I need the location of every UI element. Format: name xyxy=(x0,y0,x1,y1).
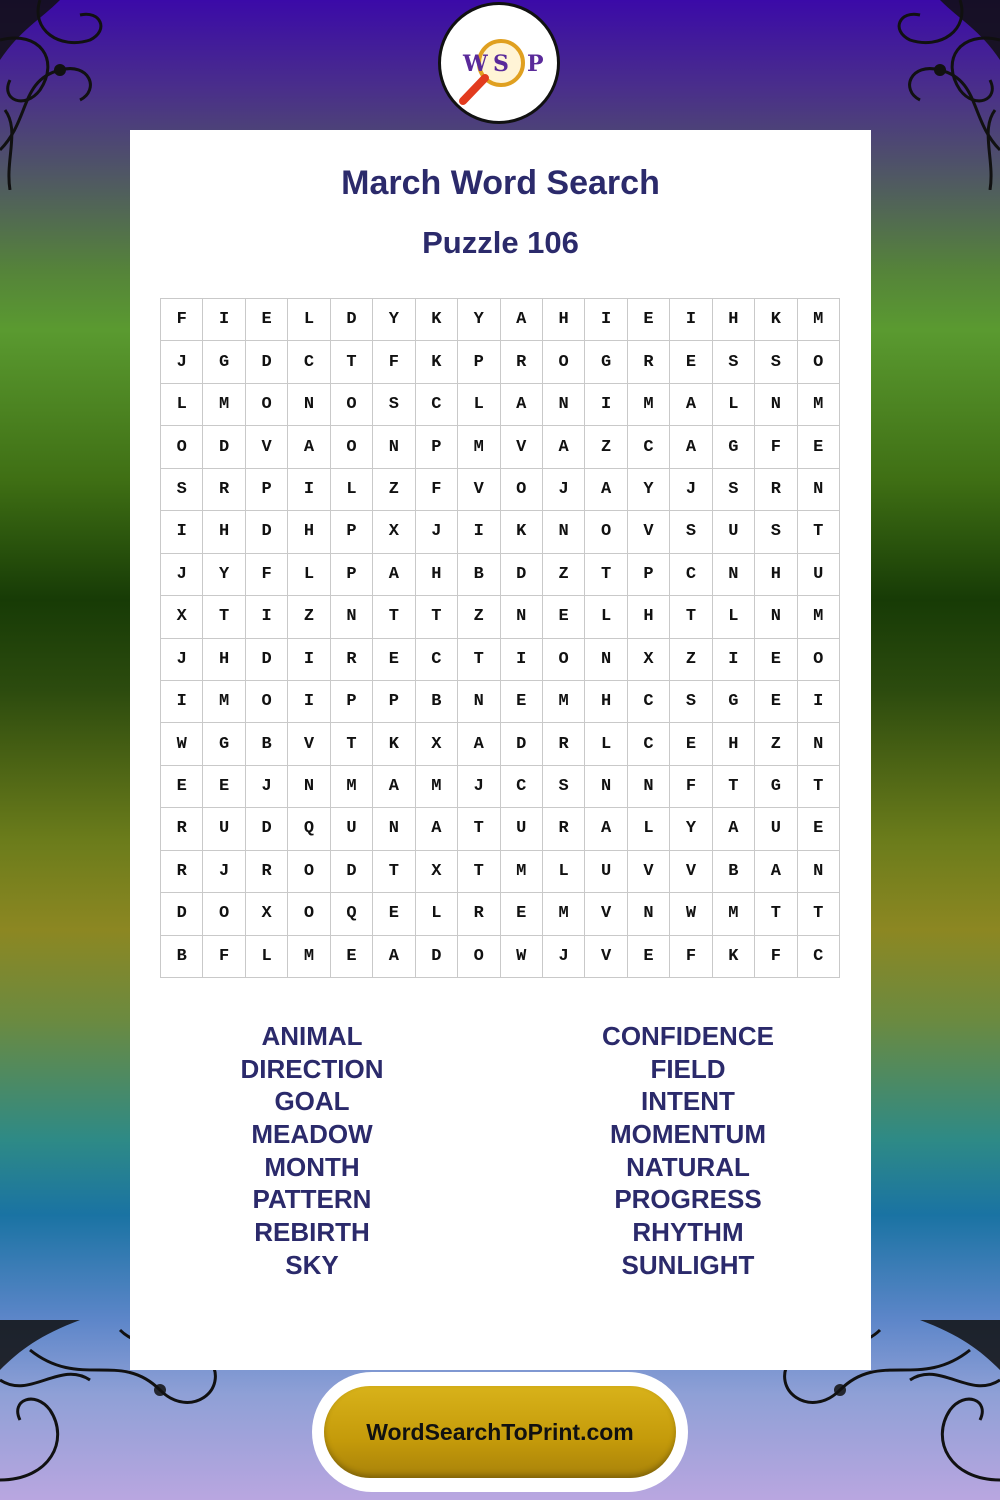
grid-cell[interactable]: L xyxy=(543,851,585,893)
grid-cell[interactable]: J xyxy=(161,341,203,383)
grid-cell[interactable]: L xyxy=(585,596,627,638)
grid-cell[interactable]: U xyxy=(203,808,245,850)
grid-cell[interactable]: A xyxy=(585,808,627,850)
grid-cell[interactable]: U xyxy=(798,554,840,596)
grid-cell[interactable]: K xyxy=(501,511,543,553)
grid-cell[interactable]: R xyxy=(246,851,288,893)
grid-cell[interactable]: E xyxy=(331,936,373,978)
grid-cell[interactable]: W xyxy=(161,723,203,765)
grid-cell[interactable]: T xyxy=(331,723,373,765)
grid-cell[interactable]: P xyxy=(416,426,458,468)
grid-cell[interactable]: C xyxy=(416,384,458,426)
grid-cell[interactable]: X xyxy=(628,639,670,681)
grid-cell[interactable]: M xyxy=(416,766,458,808)
grid-cell[interactable]: R xyxy=(501,341,543,383)
grid-cell[interactable]: R xyxy=(543,808,585,850)
grid-cell[interactable]: M xyxy=(458,426,500,468)
grid-cell[interactable]: I xyxy=(161,681,203,723)
grid-cell[interactable]: K xyxy=(713,936,755,978)
grid-cell[interactable]: U xyxy=(713,511,755,553)
grid-cell[interactable]: N xyxy=(755,384,797,426)
grid-cell[interactable]: Z xyxy=(670,639,712,681)
word-list-item: NATURAL xyxy=(626,1151,750,1182)
word-list-left xyxy=(162,1020,462,1282)
grid-cell[interactable]: S xyxy=(161,469,203,511)
grid-cell[interactable]: R xyxy=(161,808,203,850)
grid-cell[interactable]: F xyxy=(373,341,415,383)
grid-cell[interactable]: E xyxy=(203,766,245,808)
grid-cell[interactable]: C xyxy=(670,554,712,596)
word-list-right xyxy=(538,1020,838,1282)
grid-cell[interactable]: I xyxy=(288,639,330,681)
grid-cell[interactable]: X xyxy=(373,511,415,553)
grid-cell[interactable]: E xyxy=(755,681,797,723)
grid-cell[interactable]: N xyxy=(755,596,797,638)
grid-cell[interactable]: C xyxy=(288,341,330,383)
grid-cell[interactable]: I xyxy=(203,299,245,341)
grid-cell[interactable]: Y xyxy=(373,299,415,341)
grid-cell[interactable]: W xyxy=(670,893,712,935)
grid-cell[interactable]: T xyxy=(416,596,458,638)
grid-cell[interactable]: C xyxy=(416,639,458,681)
grid-cell[interactable]: H xyxy=(755,554,797,596)
grid-cell[interactable]: L xyxy=(713,596,755,638)
grid-cell[interactable]: X xyxy=(416,723,458,765)
grid-cell[interactable]: T xyxy=(798,893,840,935)
grid-cell[interactable]: J xyxy=(203,851,245,893)
grid-cell[interactable]: P xyxy=(458,341,500,383)
grid-cell[interactable]: D xyxy=(246,341,288,383)
grid-cell[interactable]: D xyxy=(501,723,543,765)
grid-cell[interactable]: K xyxy=(416,299,458,341)
word-list-item: REBIRTH xyxy=(254,1217,370,1248)
grid-cell[interactable]: E xyxy=(501,893,543,935)
grid-cell[interactable]: O xyxy=(798,639,840,681)
grid-cell[interactable]: S xyxy=(670,511,712,553)
grid-cell[interactable]: I xyxy=(501,639,543,681)
grid-cell[interactable]: Q xyxy=(288,808,330,850)
grid-cell[interactable]: G xyxy=(203,723,245,765)
grid-cell[interactable]: N xyxy=(798,469,840,511)
grid-cell[interactable]: S xyxy=(543,766,585,808)
grid-cell[interactable]: L xyxy=(288,299,330,341)
grid-cell[interactable]: G xyxy=(203,341,245,383)
grid-cell[interactable]: F xyxy=(670,766,712,808)
grid-cell[interactable]: T xyxy=(755,893,797,935)
grid-cell[interactable]: E xyxy=(628,299,670,341)
page-title: March Word Search xyxy=(341,164,660,202)
grid-cell[interactable]: S xyxy=(755,511,797,553)
grid-cell[interactable]: O xyxy=(501,469,543,511)
grid-cell[interactable]: N xyxy=(798,723,840,765)
grid-cell[interactable]: T xyxy=(670,596,712,638)
grid-cell[interactable]: E xyxy=(373,893,415,935)
word-list-item: GOAL xyxy=(274,1086,350,1117)
grid-cell[interactable]: A xyxy=(416,808,458,850)
grid-cell[interactable]: M xyxy=(798,384,840,426)
grid-cell[interactable]: V xyxy=(670,851,712,893)
grid-cell[interactable]: A xyxy=(543,426,585,468)
grid-cell[interactable]: F xyxy=(246,554,288,596)
grid-cell[interactable]: A xyxy=(373,766,415,808)
grid-cell[interactable]: M xyxy=(203,681,245,723)
grid-cell[interactable]: I xyxy=(288,681,330,723)
grid-cell[interactable]: R xyxy=(543,723,585,765)
grid-cell[interactable]: C xyxy=(628,723,670,765)
grid-cell[interactable]: M xyxy=(713,893,755,935)
grid-cell[interactable]: V xyxy=(585,936,627,978)
grid-cell[interactable]: E xyxy=(373,639,415,681)
grid-cell[interactable]: F xyxy=(203,936,245,978)
grid-cell[interactable]: T xyxy=(458,639,500,681)
grid-cell[interactable]: O xyxy=(288,893,330,935)
grid-cell[interactable]: P xyxy=(246,469,288,511)
grid-cell[interactable]: Y xyxy=(670,808,712,850)
grid-cell[interactable]: J xyxy=(543,469,585,511)
grid-cell[interactable]: T xyxy=(798,511,840,553)
grid-cell[interactable]: A xyxy=(373,554,415,596)
grid-cell[interactable]: V xyxy=(628,511,670,553)
grid-cell[interactable]: L xyxy=(246,936,288,978)
grid-cell[interactable]: A xyxy=(501,299,543,341)
grid-cell[interactable]: J xyxy=(161,554,203,596)
grid-cell[interactable]: Z xyxy=(458,596,500,638)
grid-cell[interactable]: F xyxy=(755,426,797,468)
grid-cell[interactable]: W xyxy=(501,936,543,978)
grid-cell[interactable]: E xyxy=(628,936,670,978)
grid-cell[interactable]: C xyxy=(501,766,543,808)
grid-cell[interactable]: D xyxy=(246,808,288,850)
grid-cell[interactable]: E xyxy=(798,808,840,850)
grid-cell[interactable]: X xyxy=(161,596,203,638)
grid-cell[interactable]: J xyxy=(416,511,458,553)
grid-cell[interactable]: D xyxy=(331,851,373,893)
grid-cell[interactable]: L xyxy=(585,723,627,765)
grid-cell[interactable]: R xyxy=(203,469,245,511)
grid-cell[interactable]: G xyxy=(713,681,755,723)
footer-badge xyxy=(312,1372,688,1492)
grid-cell[interactable]: N xyxy=(585,766,627,808)
grid-cell[interactable]: O xyxy=(161,426,203,468)
grid-cell[interactable]: N xyxy=(501,596,543,638)
grid-cell[interactable]: G xyxy=(755,766,797,808)
grid-cell[interactable]: T xyxy=(373,851,415,893)
grid-cell[interactable]: O xyxy=(543,341,585,383)
grid-cell[interactable]: M xyxy=(798,596,840,638)
grid-cell[interactable]: Z xyxy=(585,426,627,468)
grid-cell[interactable]: E xyxy=(501,681,543,723)
grid-cell[interactable]: S xyxy=(670,681,712,723)
word-list-item: SUNLIGHT xyxy=(621,1249,755,1280)
grid-cell[interactable]: S xyxy=(373,384,415,426)
grid-cell[interactable]: O xyxy=(246,681,288,723)
grid-cell[interactable]: J xyxy=(161,639,203,681)
grid-cell[interactable]: L xyxy=(713,384,755,426)
grid-cell[interactable]: J xyxy=(670,469,712,511)
grid-cell[interactable]: H xyxy=(713,723,755,765)
grid-cell[interactable]: O xyxy=(288,851,330,893)
grid-cell[interactable]: C xyxy=(798,936,840,978)
word-list-item: PATTERN xyxy=(252,1184,372,1215)
grid-cell[interactable]: E xyxy=(755,639,797,681)
grid-cell[interactable]: H xyxy=(713,299,755,341)
puzzle-number: Puzzle 106 xyxy=(422,225,579,260)
grid-cell[interactable]: L xyxy=(288,554,330,596)
grid-cell[interactable]: V xyxy=(501,426,543,468)
logo-letter-w: W xyxy=(463,51,488,77)
grid-cell[interactable]: X xyxy=(416,851,458,893)
grid-cell[interactable]: K xyxy=(755,299,797,341)
website-link[interactable]: WordSearchToPrint.com xyxy=(324,1386,676,1478)
grid-cell[interactable]: P xyxy=(331,681,373,723)
grid-cell[interactable]: Q xyxy=(331,893,373,935)
grid-cell[interactable]: M xyxy=(628,384,670,426)
grid-cell[interactable]: T xyxy=(585,554,627,596)
grid-cell[interactable]: R xyxy=(628,341,670,383)
grid-cell[interactable]: N xyxy=(288,384,330,426)
grid-cell[interactable]: O xyxy=(458,936,500,978)
grid-cell[interactable]: R xyxy=(331,639,373,681)
grid-cell[interactable]: H xyxy=(628,596,670,638)
grid-cell[interactable]: N xyxy=(585,639,627,681)
grid-cell[interactable]: L xyxy=(458,384,500,426)
grid-cell[interactable]: Y xyxy=(628,469,670,511)
grid-cell[interactable]: A xyxy=(501,384,543,426)
grid-cell[interactable]: J xyxy=(246,766,288,808)
grid-cell[interactable]: M xyxy=(543,681,585,723)
grid-cell[interactable]: U xyxy=(755,808,797,850)
grid-cell[interactable]: V xyxy=(628,851,670,893)
grid-cell[interactable]: I xyxy=(798,681,840,723)
word-list-item: FIELD xyxy=(650,1053,726,1084)
letter-grid xyxy=(160,298,840,978)
grid-cell[interactable]: H xyxy=(203,511,245,553)
grid-cell[interactable]: I xyxy=(585,384,627,426)
grid-cell[interactable]: S xyxy=(755,341,797,383)
grid-cell[interactable]: E xyxy=(798,426,840,468)
grid-cell[interactable]: B xyxy=(246,723,288,765)
grid-cell[interactable]: O xyxy=(246,384,288,426)
word-list-item: SKY xyxy=(285,1249,339,1280)
grid-cell[interactable]: A xyxy=(585,469,627,511)
grid-cell[interactable]: N xyxy=(628,893,670,935)
grid-cell[interactable]: V xyxy=(458,469,500,511)
grid-cell[interactable]: J xyxy=(458,766,500,808)
grid-cell[interactable]: F xyxy=(670,936,712,978)
grid-cell[interactable]: B xyxy=(416,681,458,723)
grid-cell[interactable]: O xyxy=(798,341,840,383)
word-list-item: RHYTHM xyxy=(632,1217,744,1248)
grid-cell[interactable]: Z xyxy=(373,469,415,511)
grid-cell[interactable]: T xyxy=(373,596,415,638)
grid-cell[interactable]: M xyxy=(203,384,245,426)
grid-cell[interactable]: A xyxy=(670,384,712,426)
grid-cell[interactable]: S xyxy=(713,469,755,511)
grid-cell[interactable]: N xyxy=(798,851,840,893)
grid-cell[interactable]: J xyxy=(543,936,585,978)
grid-cell[interactable]: T xyxy=(458,808,500,850)
grid-cell[interactable]: V xyxy=(288,723,330,765)
grid-cell[interactable]: P xyxy=(331,554,373,596)
grid-cell[interactable]: A xyxy=(373,936,415,978)
word-list-item: MEADOW xyxy=(251,1119,373,1150)
grid-cell[interactable]: N xyxy=(543,384,585,426)
word-list-item: ANIMAL xyxy=(261,1021,363,1051)
grid-cell[interactable]: A xyxy=(713,808,755,850)
grid-cell[interactable]: P xyxy=(331,511,373,553)
grid-cell[interactable]: F xyxy=(755,936,797,978)
grid-cell[interactable]: M xyxy=(543,893,585,935)
grid-cell[interactable]: R xyxy=(161,851,203,893)
grid-cell[interactable]: H xyxy=(543,299,585,341)
magnifier-handle xyxy=(463,78,485,101)
grid-cell[interactable]: H xyxy=(416,554,458,596)
grid-cell[interactable]: R xyxy=(458,893,500,935)
grid-cell[interactable]: G xyxy=(585,341,627,383)
grid-cell[interactable]: O xyxy=(331,426,373,468)
word-list-item: PROGRESS xyxy=(614,1184,762,1215)
grid-cell[interactable]: I xyxy=(246,596,288,638)
grid-cell[interactable]: D xyxy=(203,426,245,468)
grid-cell[interactable]: D xyxy=(246,639,288,681)
grid-cell[interactable]: E xyxy=(161,766,203,808)
grid-cell[interactable]: Z xyxy=(543,554,585,596)
grid-cell[interactable]: I xyxy=(585,299,627,341)
grid-cell[interactable]: O xyxy=(203,893,245,935)
grid-cell[interactable]: P xyxy=(628,554,670,596)
grid-cell[interactable]: S xyxy=(713,341,755,383)
grid-cell[interactable]: E xyxy=(670,723,712,765)
grid-cell[interactable]: A xyxy=(458,723,500,765)
grid-cell[interactable]: U xyxy=(331,808,373,850)
word-list-item: MOMENTUM xyxy=(610,1119,766,1150)
grid-cell[interactable]: D xyxy=(331,299,373,341)
grid-cell[interactable]: Z xyxy=(755,723,797,765)
grid-cell[interactable]: N xyxy=(543,511,585,553)
grid-cell[interactable]: Y xyxy=(203,554,245,596)
grid-cell[interactable]: G xyxy=(713,426,755,468)
grid-cell[interactable]: M xyxy=(501,851,543,893)
grid-cell[interactable]: N xyxy=(373,808,415,850)
grid-cell[interactable]: E xyxy=(246,299,288,341)
grid-cell[interactable]: D xyxy=(501,554,543,596)
logo-letter-s: S xyxy=(493,51,509,77)
grid-cell[interactable]: K xyxy=(416,341,458,383)
grid-cell[interactable]: X xyxy=(246,893,288,935)
word-list-item: MONTH xyxy=(264,1151,360,1182)
grid-cell[interactable]: E xyxy=(543,596,585,638)
grid-cell[interactable]: N xyxy=(331,596,373,638)
grid-cell[interactable]: N xyxy=(373,426,415,468)
grid-cell[interactable]: M xyxy=(288,936,330,978)
grid-cell[interactable]: C xyxy=(628,426,670,468)
grid-cell[interactable]: I xyxy=(670,299,712,341)
grid-cell[interactable]: T xyxy=(458,851,500,893)
grid-cell[interactable]: L xyxy=(628,808,670,850)
grid-cell[interactable]: Y xyxy=(458,299,500,341)
grid-cell[interactable]: B xyxy=(458,554,500,596)
grid-cell[interactable]: F xyxy=(416,469,458,511)
grid-cell[interactable]: L xyxy=(331,469,373,511)
grid-cell[interactable]: B xyxy=(713,851,755,893)
grid-cell[interactable]: L xyxy=(416,893,458,935)
grid-cell[interactable]: V xyxy=(585,893,627,935)
grid-cell[interactable]: H xyxy=(203,639,245,681)
grid-cell[interactable]: N xyxy=(628,766,670,808)
grid-cell[interactable]: U xyxy=(501,808,543,850)
grid-cell[interactable]: U xyxy=(585,851,627,893)
wsp-logo xyxy=(438,2,560,124)
grid-cell[interactable]: Z xyxy=(288,596,330,638)
grid-cell[interactable]: O xyxy=(585,511,627,553)
grid-cell[interactable]: I xyxy=(288,469,330,511)
grid-cell[interactable]: V xyxy=(246,426,288,468)
grid-cell[interactable]: A xyxy=(755,851,797,893)
grid-cell[interactable]: H xyxy=(585,681,627,723)
grid-cell[interactable]: N xyxy=(458,681,500,723)
grid-cell[interactable]: H xyxy=(288,511,330,553)
word-list-item: CONFIDENCE xyxy=(602,1021,774,1051)
grid-cell[interactable]: T xyxy=(798,766,840,808)
grid-cell[interactable]: M xyxy=(798,299,840,341)
grid-cell[interactable]: O xyxy=(331,384,373,426)
grid-cell[interactable]: N xyxy=(288,766,330,808)
grid-cell[interactable]: T xyxy=(713,766,755,808)
grid-cell[interactable]: N xyxy=(713,554,755,596)
grid-cell[interactable]: O xyxy=(543,639,585,681)
grid-cell[interactable]: I xyxy=(713,639,755,681)
grid-cell[interactable]: P xyxy=(373,681,415,723)
grid-cell[interactable]: F xyxy=(161,299,203,341)
grid-cell[interactable]: T xyxy=(203,596,245,638)
grid-cell[interactable]: A xyxy=(670,426,712,468)
grid-cell[interactable]: K xyxy=(373,723,415,765)
grid-cell[interactable]: I xyxy=(161,511,203,553)
grid-cell[interactable]: D xyxy=(416,936,458,978)
word-list-item: DIRECTION xyxy=(240,1053,384,1084)
word-list-item: INTENT xyxy=(641,1086,735,1117)
grid-cell[interactable]: B xyxy=(161,936,203,978)
grid-cell[interactable]: D xyxy=(246,511,288,553)
grid-cell[interactable]: T xyxy=(331,341,373,383)
grid-cell[interactable]: M xyxy=(331,766,373,808)
grid-cell[interactable]: R xyxy=(755,469,797,511)
grid-cell[interactable]: I xyxy=(458,511,500,553)
grid-cell[interactable]: E xyxy=(670,341,712,383)
grid-cell[interactable]: C xyxy=(628,681,670,723)
grid-cell[interactable]: D xyxy=(161,893,203,935)
logo-letter-p: P xyxy=(527,51,544,77)
grid-cell[interactable]: L xyxy=(161,384,203,426)
grid-cell[interactable]: A xyxy=(288,426,330,468)
